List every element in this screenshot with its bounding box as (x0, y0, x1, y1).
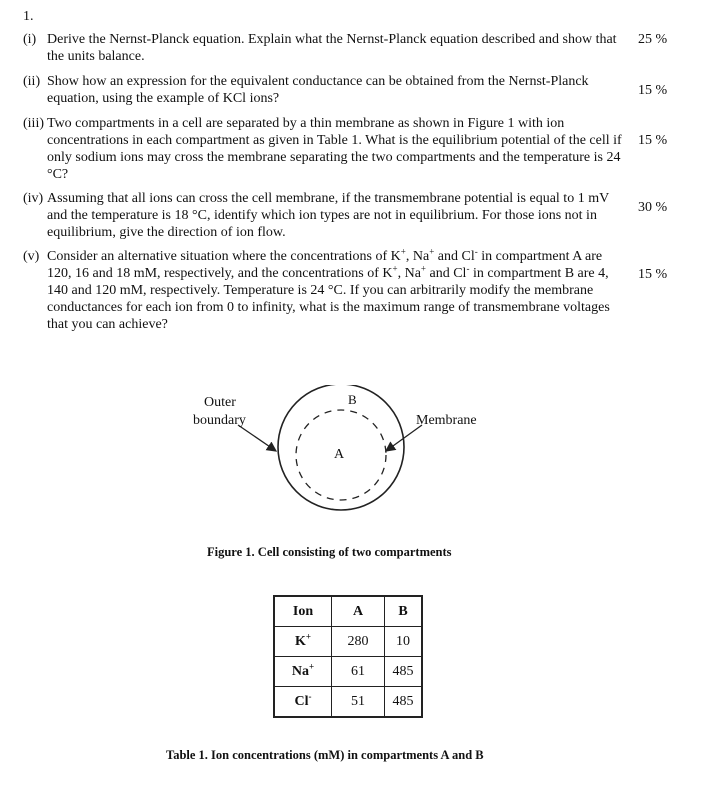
question-text: Assuming that all ions can cross the cell membrane, if the transmembrane potential is equal to 1 mV and the temperature is 18 °C, identify which ion types are not in equilibrium. For those ions not in equilibrium, give the direction of ion flow. (47, 191, 609, 240)
outer-label-line1: Outer (204, 395, 236, 410)
question-number: 1. (23, 9, 34, 24)
ion-cell: K+ (274, 627, 332, 657)
question-i (23, 31, 623, 65)
table-caption: Table 1. Ion concentrations (mM) in compartments A and B (166, 748, 484, 762)
value-a: 61 (332, 657, 385, 687)
question-label: (iii) (23, 116, 44, 131)
header-a: A (332, 596, 385, 627)
value-a: 51 (332, 687, 385, 718)
value-a: 280 (332, 627, 385, 657)
question-v (23, 248, 623, 333)
percent-iv: 30 % (638, 200, 668, 215)
table-header-row (274, 596, 422, 627)
value-b: 10 (385, 627, 423, 657)
figure-caption: Figure 1. Cell consisting of two compartments (207, 545, 452, 559)
question-text: Derive the Nernst-Planck equation. Explain what the Nernst-Planck equation described and show that the units balance. (47, 32, 617, 64)
header-ion: Ion (274, 596, 332, 627)
compartment-b-label: B (348, 392, 357, 407)
value-b: 485 (385, 657, 423, 687)
percent-v: 15 % (638, 267, 668, 282)
question-ii (23, 73, 623, 107)
ion-concentration-table (273, 595, 423, 718)
question-iv (23, 190, 623, 241)
percent-ii: 15 % (638, 83, 668, 98)
outer-label-line2: boundary (193, 413, 246, 428)
question-iii (23, 115, 623, 183)
ion-cell: Na+ (274, 657, 332, 687)
membrane-label: Membrane (416, 413, 477, 428)
question-label: (i) (23, 32, 37, 47)
header-b: B (385, 596, 423, 627)
compartment-a-label: A (334, 447, 345, 462)
figure-cell-diagram (186, 385, 486, 515)
value-b: 485 (385, 687, 423, 718)
question-label: (ii) (23, 74, 41, 89)
percent-i: 25 % (638, 32, 668, 47)
question-label: (iv) (23, 191, 44, 206)
question-text: Two compartments in a cell are separated by a thin membrane as shown in Figure 1 with ion concentrations in each compartment as given in Table 1. What is the equilibrium potential of the cell if only sodium ions may cross the membrane separating the two compartments and the temperature is 24 °C? (47, 116, 622, 182)
table-row (274, 687, 422, 718)
question-text: Consider an alternative situation where the concentrations of K+, Na+ and Cl- in compartment A are 120, 16 and 18 mM, respectively, and the concentrations of K+, Na+ and Cl- in compartment B are 4, 140 and 120 mM, respectively. Temperature is 24 °C. If you can arbitrarily modify the membrane conductances for each ion from 0 to infinity, what is the maximum range of transmembrane voltages that you can achieve? (47, 246, 610, 332)
percent-iii: 15 % (638, 133, 668, 148)
table-row (274, 657, 422, 687)
question-text: Show how an expression for the equivalent conductance can be obtained from the Nernst-Planck equation, using the example of KCl ions? (47, 74, 589, 106)
table-row (274, 627, 422, 657)
question-label: (v) (23, 249, 40, 264)
ion-cell: Cl- (274, 687, 332, 718)
